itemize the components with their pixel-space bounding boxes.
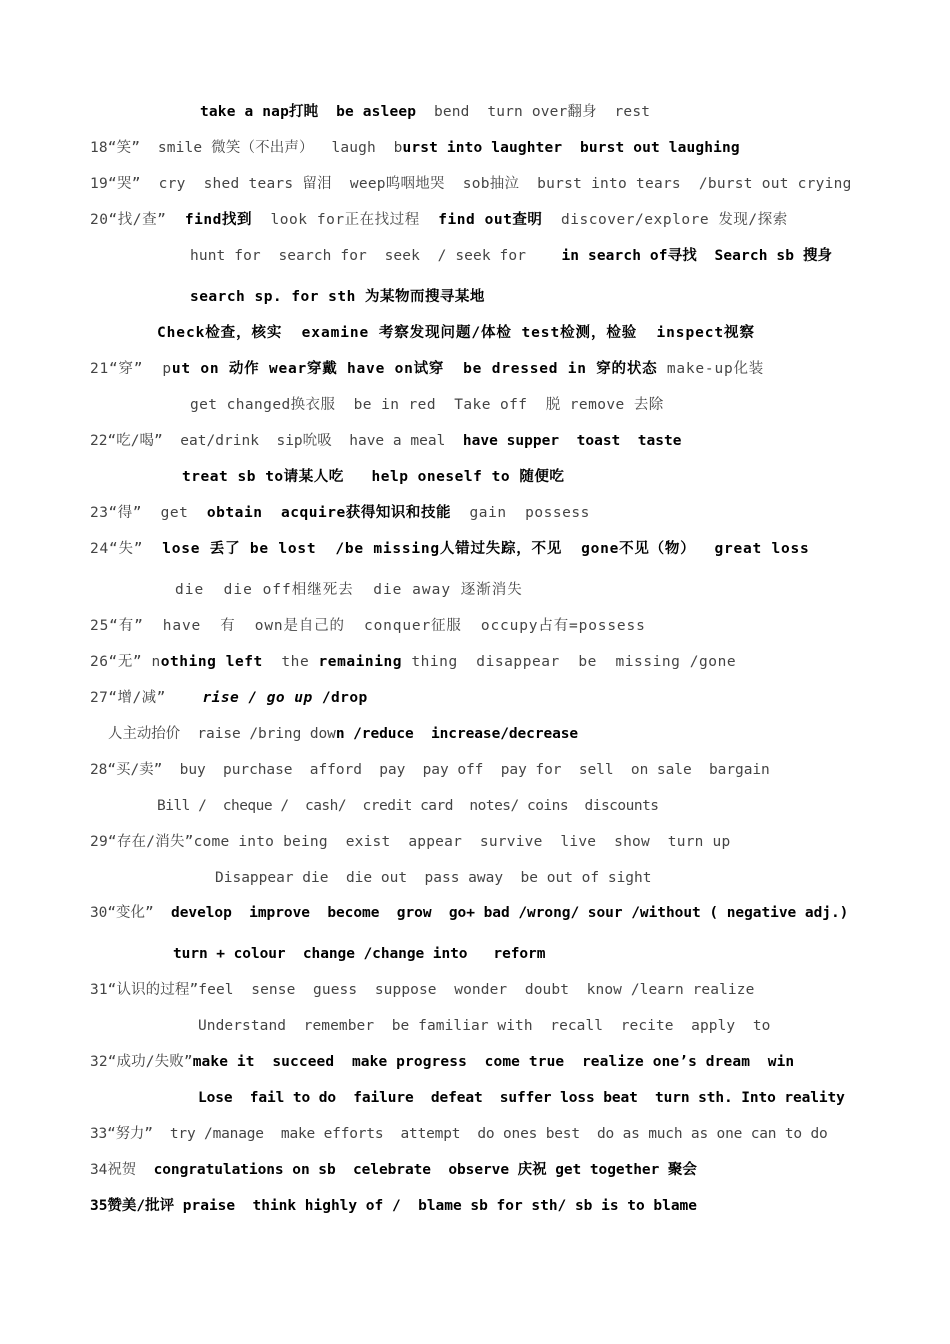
text-run: die die off相继死去 die away 逐渐消失	[175, 582, 523, 598]
text-run: lose 丢了 be lost /be missing人错过失踪，不见 gone不见（物） great loss	[162, 541, 810, 557]
text-run: 21“穿” p	[90, 361, 172, 377]
text-run: 30“变化”	[90, 905, 172, 921]
text-run: /drop	[321, 690, 368, 706]
vocab-line	[198, 1088, 845, 1108]
text-run: 27“增/减”	[90, 690, 203, 706]
text-run: 24“失”	[90, 541, 163, 557]
vocab-line	[90, 616, 646, 636]
text-run: 22“吃/喝” eat/drink sip吮吸 have a meal	[90, 433, 463, 449]
text-run: take a nap打盹 be asleep	[200, 104, 434, 120]
text-run: the	[281, 654, 319, 670]
vocab-line	[157, 796, 659, 816]
text-run: 34祝贺	[90, 1162, 154, 1178]
text-run: n /reduce increase/decrease	[335, 726, 579, 742]
text-run: remaining	[318, 654, 412, 670]
vocab-line	[90, 174, 852, 194]
text-run: turn + colour change /change into reform	[173, 946, 546, 962]
vocab-line	[198, 1016, 770, 1036]
vocab-line	[175, 580, 523, 600]
text-run: 18“笑” smile 微笑（不出声） laugh b	[90, 140, 403, 156]
text-run: bend turn over翻身 rest	[433, 104, 651, 120]
vocab-line	[190, 287, 485, 307]
vocab-line	[157, 323, 755, 343]
vocab-line	[90, 832, 730, 852]
vocab-line	[90, 138, 740, 158]
text-run: 32“成功/失败”	[90, 1054, 193, 1070]
text-run: othing left	[160, 654, 282, 670]
vocab-line	[90, 1052, 794, 1072]
vocab-line	[190, 246, 832, 266]
text-run: Lose fail to do failure defeat suffer loss beat turn sth. Into reality	[198, 1090, 845, 1106]
vocab-line	[90, 652, 736, 672]
text-run: search sp. for sth 为某物而搜寻某地	[190, 289, 485, 305]
text-run: congratulations on sb celebrate observe 庆祝 get together 聚会	[153, 1162, 697, 1178]
text-run: obtain acquire获得知识和技能	[206, 505, 470, 521]
vocab-line	[90, 503, 590, 523]
text-run: 31“认识的过程”feel sense guess suppose wonder doubt know /learn realize	[90, 982, 755, 998]
text-run: 20“找/查”	[90, 212, 185, 228]
text-run: 25“有” have 有 own是自己的 conquer征服 occupy占有=possess	[90, 618, 646, 634]
text-run: ut on 动作 wear穿戴 have on试穿 be dressed in 穿的状态	[171, 361, 667, 377]
text-run: in search of寻找 Search sb 搜身	[561, 248, 833, 264]
vocab-line	[90, 688, 368, 708]
text-run: develop improve become grow go+ bad /wrong/ sour /without ( negative adj.)	[171, 905, 849, 921]
vocab-line	[90, 210, 788, 230]
vocab-line	[90, 760, 770, 780]
vocab-line	[90, 539, 810, 559]
text-run: have supper toast taste	[462, 433, 682, 449]
text-run: Check检查，核实 examine 考察发现问题/体检 test检测，检验 inspect视察	[157, 325, 755, 341]
vocab-line	[215, 868, 652, 888]
text-run: make it succeed make progress come true realize one’s dream win	[192, 1054, 795, 1070]
text-run: Disappear die die out pass away be out of sight	[215, 870, 652, 886]
vocab-line	[190, 395, 664, 415]
text-run: get changed换衣服 be in red Take off 脱 remove 去除	[190, 397, 664, 413]
vocab-line	[90, 903, 848, 923]
text-run: 29“存在/消失”come into being exist appear survive live show turn up	[90, 834, 731, 850]
text-run: Understand remember be familiar with recall recite apply to	[198, 1018, 771, 1034]
text-run: 33“努力” try /manage make efforts attempt do ones best do as much as one can to do	[90, 1126, 828, 1142]
text-run: 19“哭” cry shed tears 留泪 weep呜咽地哭 sob抽泣 burst into tears /burst out crying	[90, 176, 852, 192]
text-run: make-up化装	[666, 361, 765, 377]
text-run: discover/explore 发现/探索	[560, 212, 788, 228]
vocab-line	[90, 1160, 697, 1180]
text-run: hunt for search for seek / seek for	[190, 248, 562, 264]
text-run: 人主动抬价 raise /bring dow	[108, 726, 336, 742]
text-run: 28“买/卖” buy purchase afford pay pay off pay for sell on sale bargain	[90, 762, 770, 778]
text-run: find out查明	[438, 212, 561, 228]
text-run: look for正在找过程	[270, 212, 439, 228]
text-run: find找到	[184, 212, 271, 228]
vocab-line	[182, 467, 564, 487]
vocab-line	[200, 102, 650, 122]
text-run: thing disappear be missing /gone	[411, 654, 737, 670]
vocab-line	[90, 1196, 697, 1216]
text-run: Bill / cheque / cash/ credit card notes/ coins discounts	[157, 798, 659, 814]
vocab-line	[173, 944, 545, 964]
text-run: rise / go up	[202, 690, 322, 706]
vocab-line	[90, 359, 764, 379]
text-run: 26“无” n	[90, 654, 161, 670]
vocab-line	[108, 724, 578, 744]
text-run: urst into laughter burst out laughing	[402, 140, 740, 156]
text-run: 23“得” get	[90, 505, 207, 521]
text-run: treat sb to请某人吃 help oneself to 随便吃	[182, 469, 565, 485]
vocab-line	[90, 1124, 828, 1144]
text-run: gain possess	[469, 505, 590, 521]
vocab-line	[90, 431, 682, 451]
vocab-line	[90, 980, 754, 1000]
text-run: 35赞美/批评 praise think highly of / blame sb for sth/ sb is to blame	[90, 1198, 697, 1214]
